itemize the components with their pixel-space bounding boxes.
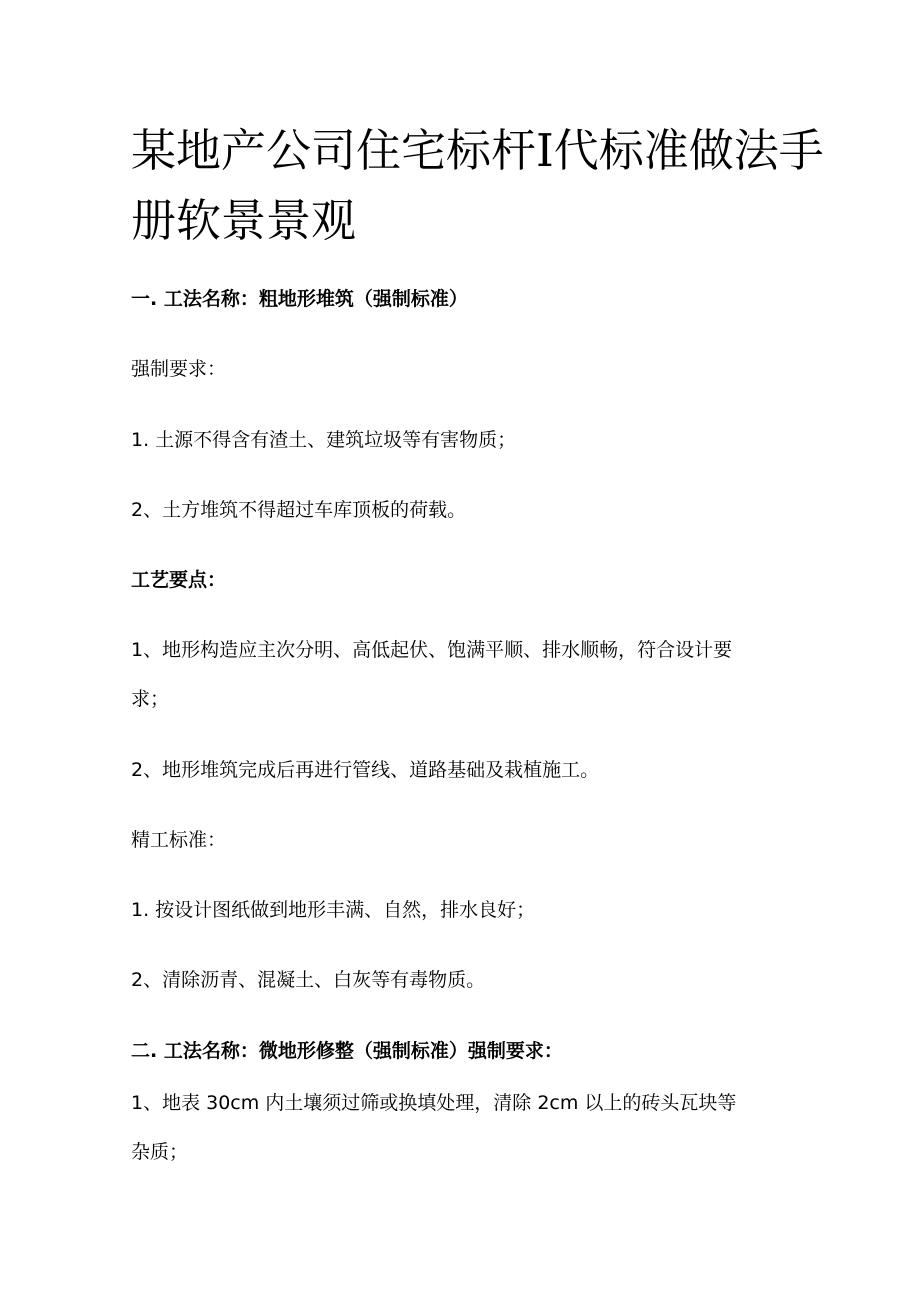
paragraph-continuation: 求； [131,688,170,710]
document-title-line-2: 册软景景观 [131,194,357,247]
paragraph: 1. 按设计图纸做到地形丰满、自然，排水良好； [131,899,536,921]
subheading-process-points: 工艺要点： [131,569,227,591]
section-heading-2: 二. 工法名称：微地形修整（强制标准）强制要求： [131,1040,563,1062]
paragraph: 1. 土源不得含有渣土、建筑垃圾等有害物质； [131,429,517,451]
document-title [131,116,824,256]
document-title-line-1: 某地产公司住宅标杆Ⅰ代标准做法手 [131,124,824,177]
paragraph: 2、土方堆筑不得超过车库顶板的荷载。 [131,499,467,521]
subheading-mandatory-requirements: 强制要求： [131,358,227,380]
paragraph: 1、地表 30cm 内土壤须过筛或换填处理，清除 2cm 以上的砖头瓦块等 [131,1092,737,1114]
subheading-fine-standards: 精工标准： [131,829,227,851]
paragraph: 2、清除沥青、混凝土、白灰等有毒物质。 [131,969,486,991]
section-heading-1: 一. 工法名称：粗地形堆筑（强制标准） [131,288,468,310]
paragraph: 2、地形堆筑完成后再进行管线、道路基础及栽植施工。 [131,759,600,781]
paragraph: 1、地形构造应主次分明、高低起伏、饱满平顺、排水顺畅，符合设计要 [131,639,733,661]
paragraph-continuation: 杂质； [131,1141,189,1163]
